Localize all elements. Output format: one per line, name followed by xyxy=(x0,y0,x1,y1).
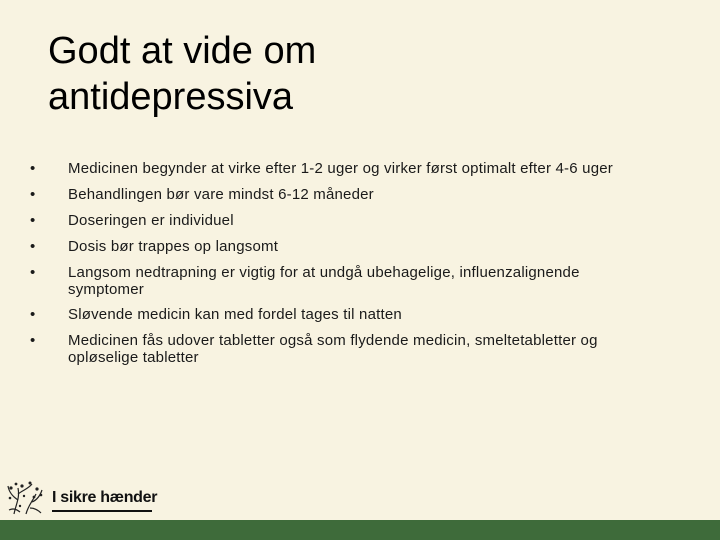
bullet-dot: • xyxy=(30,238,36,255)
bullet-text: Doseringen er individuel xyxy=(68,212,234,229)
bullet-text-line-1: Medicinen fås udover tabletter også som flydende medicin, smeltetabletter og xyxy=(68,332,598,349)
bullet-item xyxy=(30,238,680,255)
tree-emblem-icon xyxy=(6,480,44,516)
brand-logo xyxy=(6,480,166,516)
bullet-item xyxy=(30,264,680,298)
bullet-item xyxy=(30,186,680,203)
bullet-dot: • xyxy=(30,186,36,203)
bullet-text-line-1: Langsom nedtrapning er vigtig for at undgå ubehagelige, influenzalignende xyxy=(68,264,580,281)
bullet-text: Sløvende medicin kan med fordel tages til natten xyxy=(68,306,402,323)
bullet-text: Dosis bør trappes op langsomt xyxy=(68,238,279,255)
logo-underline xyxy=(52,510,152,512)
bullet-item xyxy=(30,212,680,229)
bullet-text-line-2: symptomer xyxy=(68,281,144,298)
title-line-2: antidepressiva xyxy=(48,76,294,118)
bullet-dot: • xyxy=(30,212,36,229)
title-line-1: Godt at vide om xyxy=(48,30,317,72)
bullet-text-line-2: opløselige tabletter xyxy=(68,349,199,366)
bullet-dot: • xyxy=(30,306,36,323)
bullet-item xyxy=(30,160,680,177)
bullet-dot: • xyxy=(30,332,36,349)
bullet-dot: • xyxy=(30,264,36,281)
slide-title xyxy=(48,28,668,120)
bullet-text: Medicinen begynder at virke efter 1-2 uger og virker først optimalt efter 4-6 uger xyxy=(68,160,613,177)
bullet-text: Behandlingen bør vare mindst 6-12 måneder xyxy=(68,186,374,203)
logo-wordmark: I sikre hænder xyxy=(52,489,158,506)
bullet-item xyxy=(30,306,680,323)
bullet-dot: • xyxy=(30,160,36,177)
bullet-list xyxy=(30,160,680,366)
footer-bar xyxy=(0,520,720,540)
bullet-item xyxy=(30,332,680,366)
